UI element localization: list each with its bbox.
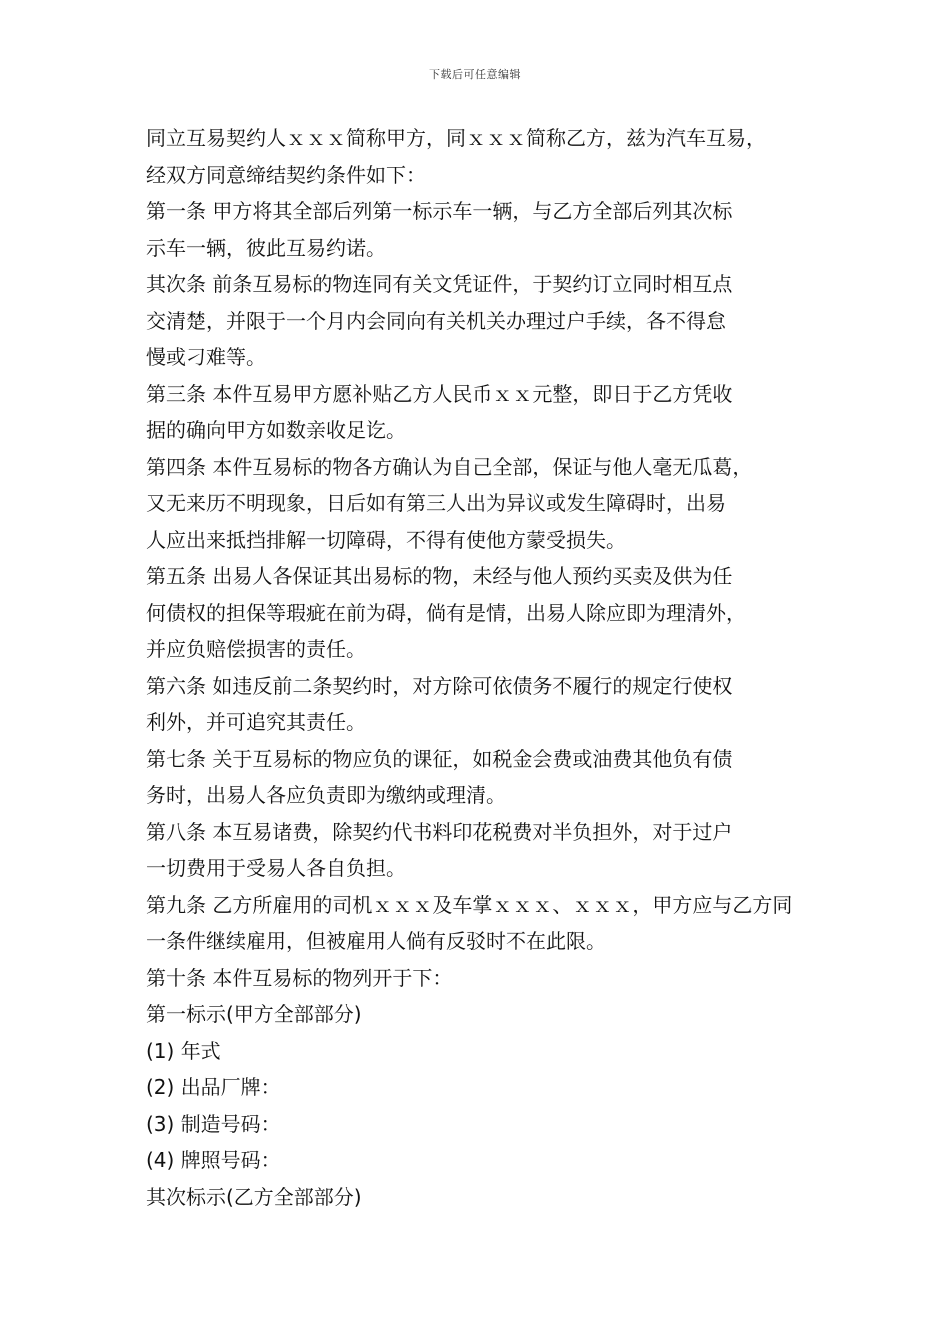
text-line: 同立互易契约人ｘｘｘ简称甲方，同ｘｘｘ简称乙方，兹为汽车互易，	[146, 126, 766, 150]
text-line: 慢或刁难等。	[146, 345, 266, 369]
text-line: 第六条 如违反前二条契约时，对方除可依债务不履行的规定行使权	[146, 673, 733, 698]
text-line: 一切费用于受易人各自负担。	[146, 856, 406, 880]
text-line: 第八条 本互易诸费，除契约代书料印花税费对半负担外，对于过户	[146, 819, 733, 844]
text-line: (1) 年式	[146, 1038, 221, 1063]
page-header-note: 下载后可任意编辑	[429, 68, 521, 81]
text-line: 何债权的担保等瑕疵在前为碍，倘有是情，出易人除应即为理清外，	[146, 600, 746, 625]
text-line: (2) 出品厂牌：	[146, 1075, 281, 1099]
text-line: 第七条 关于互易标的物应负的课征，如税金会费或油费其他负有债	[146, 746, 733, 771]
text-line: 其次标示(乙方全部部分)	[146, 1184, 362, 1209]
text-line: 第九条 乙方所雇用的司机ｘｘｘ及车掌ｘｘｘ、ｘｘｘ，甲方应与乙方同	[146, 892, 793, 917]
text-line: 交清楚，并限于一个月内会同向有关机关办理过户手续，各不得怠	[146, 308, 726, 333]
text-line: (3) 制造号码：	[146, 1111, 281, 1136]
text-line: 其次条 前条互易标的物连同有关文凭证件，于契约订立同时相互点	[146, 272, 733, 296]
text-line: 第四条 本件互易标的物各方确认为自己全部，保证与他人毫无瓜葛，	[146, 454, 753, 479]
text-line: 经双方同意缔结契约条件如下：	[146, 162, 426, 187]
document-body	[146, 120, 836, 1215]
text-line: 又无来历不明现象，日后如有第三人出为异议或发生障碍时，出易	[146, 491, 726, 515]
text-line: 第一标示(甲方全部部分)	[146, 1002, 362, 1026]
text-line: 第三条 本件互易甲方愿补贴乙方人民币ｘｘ元整，即日于乙方凭收	[146, 381, 733, 406]
text-line: 一条件继续雇用，但被雇用人倘有反驳时不在此限。	[146, 929, 606, 953]
text-line: 利外，并可追究其责任。	[146, 710, 366, 734]
text-line: 据的确向甲方如数亲收足讫。	[146, 418, 406, 442]
text-line: (4) 牌照号码：	[146, 1148, 281, 1172]
text-line: 第五条 出易人各保证其出易标的物，未经与他人预约买卖及供为任	[146, 564, 733, 588]
text-line: 第一条 甲方将其全部后列第一标示车一辆，与乙方全部后列其次标	[146, 199, 733, 223]
text-line: 并应负赔偿损害的责任。	[146, 637, 366, 661]
text-line: 示车一辆，彼此互易约诺。	[146, 235, 386, 260]
text-line: 人应出来抵挡排解一切障碍，不得有使他方蒙受损失。	[146, 527, 626, 552]
text-line: 务时，出易人各应负责即为缴纳或理清。	[146, 783, 506, 807]
text-line: 第十条 本件互易标的物列开于下：	[146, 965, 453, 990]
